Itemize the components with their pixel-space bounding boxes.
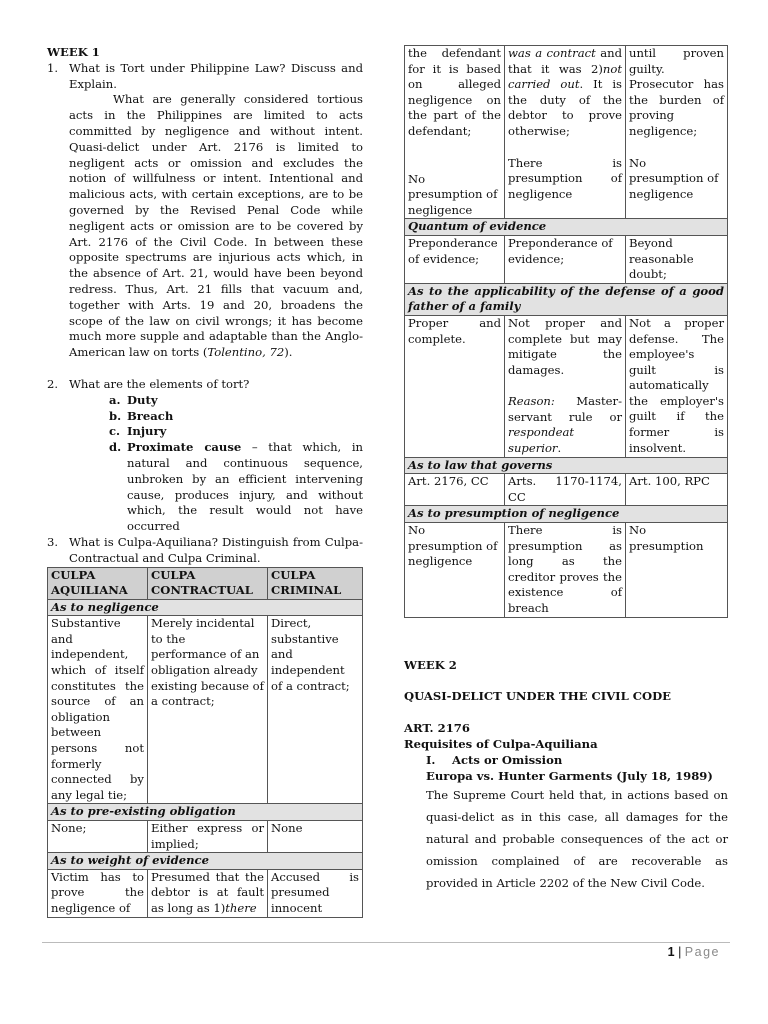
table-cell: Preponderance of evidence;: [505, 235, 626, 283]
question-1: [47, 61, 363, 93]
question-number: 3.: [47, 534, 59, 549]
cell-text: Presumed that the debtor is at fault as long as 1): [151, 869, 264, 915]
cell-text: and that it was 2): [508, 46, 622, 76]
table-cell: Victim has to prove the negligence of: [48, 869, 148, 917]
page-number-value: 1: [667, 945, 675, 959]
header-cell: CULPA CONTRACTUAL: [148, 567, 268, 599]
answer-end: ).: [284, 345, 293, 360]
section-row: [405, 283, 728, 315]
question-text: What is Culpa-Aquiliana? Distinguish from Culpa-Contractual and Culpa Criminal.: [69, 534, 363, 565]
item-letter: c.: [109, 424, 121, 439]
answer-text: What are generally considered tortious acts in the Philippines are limited to acts committed by negligence and without intent. Quasi-delict under Art. 2176 is limited to negligent acts or omission and excludes the notion of willfulness or intent. Intentional and malicious acts, with certain exceptions, are to be governed by the Revised Penal Code while negligent acts or omission are to be covered by Art. 2176 of the Civil Code. In between these opposite spectrums are injurious acts which, in the absence of Art. 21, would have been beyond redress. Thus, Art. 21 fills that vacuum and, together with Arts. 19 and 20, broadens the scope of the law on civil wrongs; it has become much more supple and adaptable than the Anglo-American law on torts (: [69, 92, 363, 360]
week2-subheading: QUASI-DELICT UNDER THE CIVIL CODE: [404, 689, 672, 704]
section-title: As to negligence: [48, 599, 363, 616]
question-text: What is Tort under Philippine Law? Discuss and Explain.: [69, 60, 363, 91]
table-cell: [505, 46, 626, 219]
requisites-heading: Requisites of Culpa-Aquiliana: [404, 736, 598, 751]
item-title: Acts or Omission: [452, 752, 563, 767]
table-row: [405, 315, 728, 457]
list-item: [109, 393, 363, 409]
cell-text: There is presumption of negligence: [508, 155, 622, 201]
case-text: The Supreme Court held that, in actions based on quasi-delict as in this case, all damages for the natural and probable consequences of the act or omission complained of are recoverable as provided in Article 2202 of the New Civil Code.: [426, 788, 728, 891]
cell-italic: not carried out: [508, 61, 622, 92]
cell-text: until proven guilty. Prosecutor has the burden of proving negligence;: [629, 46, 724, 138]
item-letter: b.: [109, 408, 122, 423]
cell-italic: respondeat superior: [508, 425, 575, 456]
section-title: As to pre-existing obligation: [48, 804, 363, 821]
cell-text: Not proper and complete but may mitigate the damages.: [508, 315, 622, 377]
header-cell: CULPA AQUILIANA: [48, 567, 148, 599]
item-number: I.: [426, 752, 436, 767]
table-cell: Either express or implied;: [148, 821, 268, 853]
question-text: What are the elements of tort?: [69, 376, 250, 391]
section-row: [405, 219, 728, 236]
item-term: Injury: [127, 424, 167, 439]
table-row: [48, 821, 363, 853]
item-term: Proximate cause: [127, 440, 242, 455]
section-row: [48, 599, 363, 616]
table-header-row: [48, 567, 363, 599]
table-cell: [626, 46, 728, 219]
table-cell: [405, 46, 505, 219]
table-cell: Art. 100, RPC: [626, 474, 728, 506]
item-letter: a.: [109, 392, 121, 407]
cell-italic: Reason:: [508, 394, 555, 409]
section-title: As to presumption of negligence: [405, 506, 728, 523]
table-cell: No presumption of negligence: [405, 523, 505, 618]
elements-list: [47, 393, 363, 535]
table-cell: Merely incidental to the performance of an obligation already existing because of a contract;: [148, 616, 268, 804]
table-cell: Direct, substantive and independent of a contract;: [268, 616, 363, 804]
culpa-table-continued: [404, 45, 728, 618]
footer-rule: [42, 942, 730, 943]
list-item: [109, 424, 363, 440]
table-cell: Arts. 1170-1174, CC: [505, 474, 626, 506]
question-3: [47, 535, 363, 567]
section-title: As to the applicability of the defense of a good father of a family: [405, 283, 728, 315]
section-row: [405, 506, 728, 523]
table-row: [405, 46, 728, 219]
table-cell: Beyond reasonable doubt;: [626, 235, 728, 283]
week2-heading: WEEK 2: [404, 657, 457, 672]
item-desc: – that which, in natural and continuous sequence, unbroken by an efficient intervening cause, produces injury, and without which, the result would not have occurred: [127, 440, 364, 534]
culpa-table: [47, 567, 363, 918]
item-letter: d.: [109, 440, 122, 455]
table-cell: None: [268, 821, 363, 853]
table-row: [405, 474, 728, 506]
table-cell: Not a proper defense. The employee's guilt is automatically the employer's guilt if the former is insolvent.: [626, 315, 728, 457]
table-cell: Substantive and independent, which of itself constitutes the source of an obligation between persons not formerly connected by any legal tie;: [48, 616, 148, 804]
citation: Tolentino, 72: [207, 345, 285, 360]
table-cell: Preponderance of evidence;: [405, 235, 505, 283]
table-cell: [148, 869, 268, 917]
right-column: [404, 45, 728, 894]
cell-text: Master-servant rule or: [508, 394, 622, 424]
cell-text: the defendant for it is based on alleged negligence on the part of the defendant;: [408, 46, 501, 138]
question-number: 2.: [47, 376, 59, 391]
item-term: Breach: [127, 408, 174, 423]
table-cell: Accused is presumed innocent: [268, 869, 363, 917]
list-item: [109, 440, 363, 535]
table-cell: No presumption: [626, 523, 728, 618]
table-row: [405, 235, 728, 283]
article-heading: ART. 2176: [404, 721, 470, 736]
page-separator: |: [678, 945, 682, 959]
page-number: [668, 945, 720, 959]
table-cell: Proper and complete.: [405, 315, 505, 457]
table-cell: None;: [48, 821, 148, 853]
section-title: As to law that governs: [405, 457, 728, 474]
cell-text: . It is the duty of the debtor to prove otherwise;: [508, 77, 622, 138]
week1-heading: WEEK 1: [47, 45, 100, 59]
question-2: [47, 377, 363, 393]
table-row: [405, 523, 728, 618]
table-cell: [505, 315, 626, 457]
case-title: Europa vs. Hunter Garments (July 18, 1989): [426, 768, 713, 783]
header-cell: CULPA CRIMINAL: [268, 567, 363, 599]
cell-italic: was a contract: [508, 46, 596, 60]
table-cell: Art. 2176, CC: [405, 474, 505, 506]
requisite-item: [404, 753, 728, 769]
table-cell: There is presumption as long as the creditor proves the existence of breach: [505, 523, 626, 618]
page-label: Page: [684, 945, 720, 959]
table-row: [48, 869, 363, 917]
answer-1: [69, 92, 363, 361]
cell-text: No presumption of negligence: [629, 155, 719, 201]
section-row: [48, 804, 363, 821]
section-row: [48, 853, 363, 870]
section-title: As to weight of evidence: [48, 853, 363, 870]
cell-italic: there: [225, 900, 257, 915]
left-column: [47, 45, 363, 918]
section-title: Quantum of evidence: [405, 219, 728, 236]
section-row: [405, 457, 728, 474]
item-term: Duty: [127, 392, 158, 407]
cell-text: No presumption of negligence: [408, 171, 498, 217]
list-item: [109, 409, 363, 425]
question-number: 1.: [47, 60, 59, 75]
table-row: [48, 616, 363, 804]
cell-text: .: [557, 441, 562, 456]
